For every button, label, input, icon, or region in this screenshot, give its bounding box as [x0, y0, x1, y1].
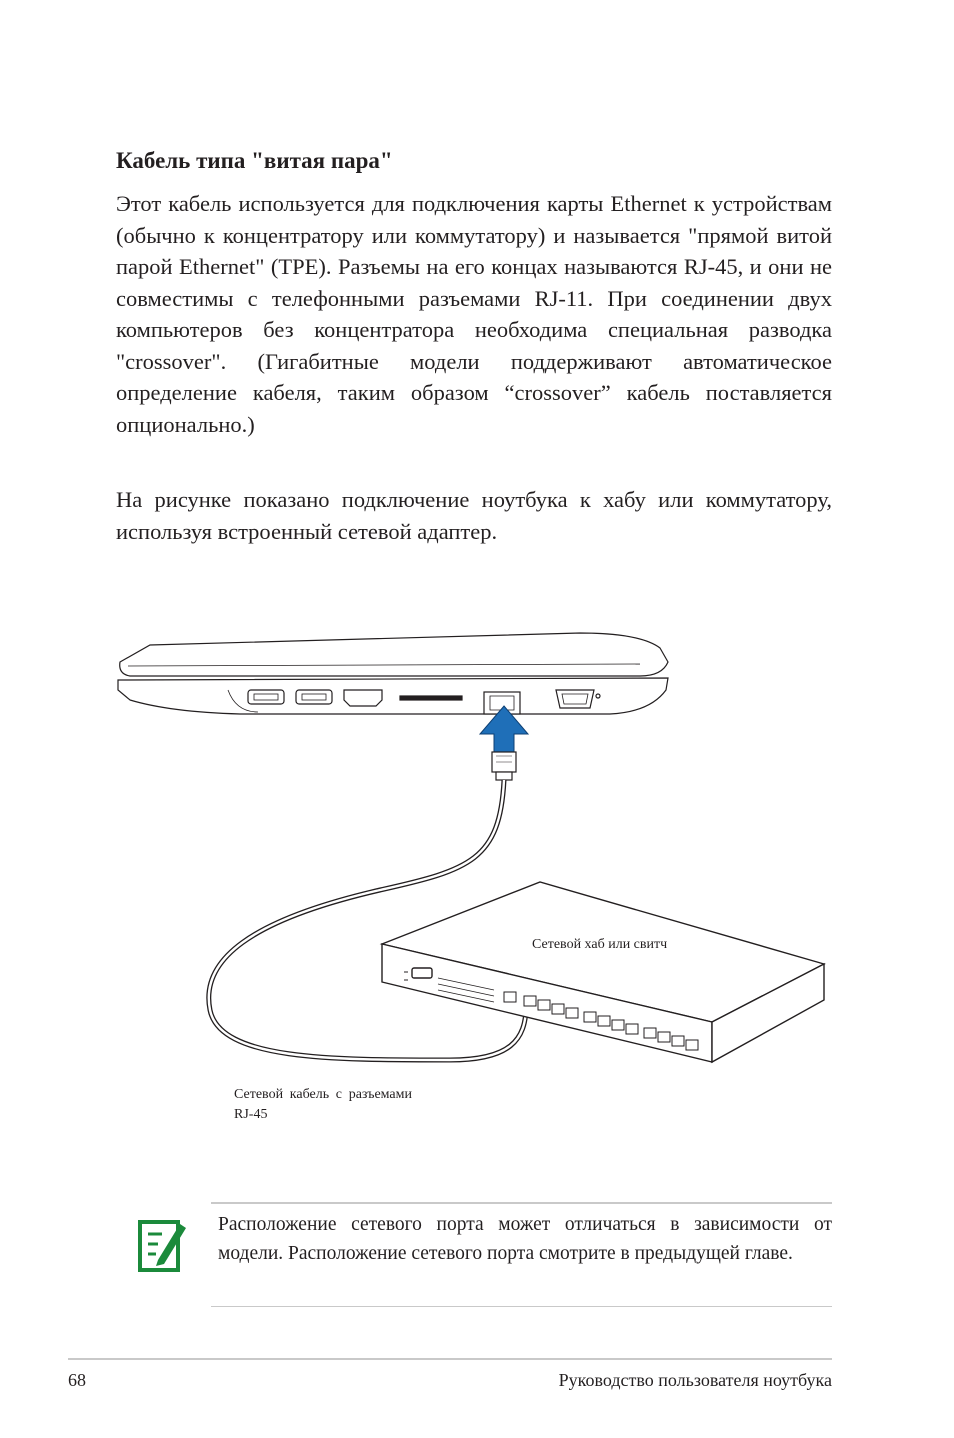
cable-label: Сетевой кабель с разъемами RJ-45	[234, 1087, 412, 1122]
network-connection-figure	[100, 600, 860, 1160]
paragraph-figure-description: На рисунке показано подключение ноутбука к хабу или коммутатору, используя встроенный сетевой адаптер.	[116, 487, 832, 544]
rj45-plug	[492, 752, 516, 780]
section-heading: Кабель типа "витая пара"	[116, 148, 393, 173]
note-text: Расположение сетевого порта может отличаться в зависимости от модели. Расположение сетевого порта смотрите в предыдущей главе.	[218, 1214, 832, 1264]
network-hub-illustration	[382, 882, 824, 1062]
card-reader-slot	[400, 696, 462, 700]
hub-label: Сетевой хаб или свитч	[532, 937, 668, 952]
footer-title: Руководство пользователя ноутбука	[558, 1370, 832, 1390]
page-number: 68	[68, 1370, 86, 1390]
paragraph-cable-description: Этот кабель используется для подключения карты Ethernet к устройствам (обычно к концентратору или коммутатору) и называется "прямой витой парой Ethernet" (TPE). Разъемы на его концах называются RJ-45, и они не совместимы с телефонными разъемами RJ-11. При соединении двух компьютеров без концентратора необходима специальная разводка "crossover". (Гигабитные модели поддерживают автоматическое определение кабеля, таким образом “crossover” кабель поставляется опционально.)	[116, 191, 832, 437]
note-divider-top	[211, 1202, 832, 1204]
note-divider-bottom	[211, 1306, 832, 1307]
laptop-illustration	[118, 633, 668, 714]
note-pencil-icon	[136, 1214, 186, 1276]
footer-divider	[68, 1358, 832, 1360]
